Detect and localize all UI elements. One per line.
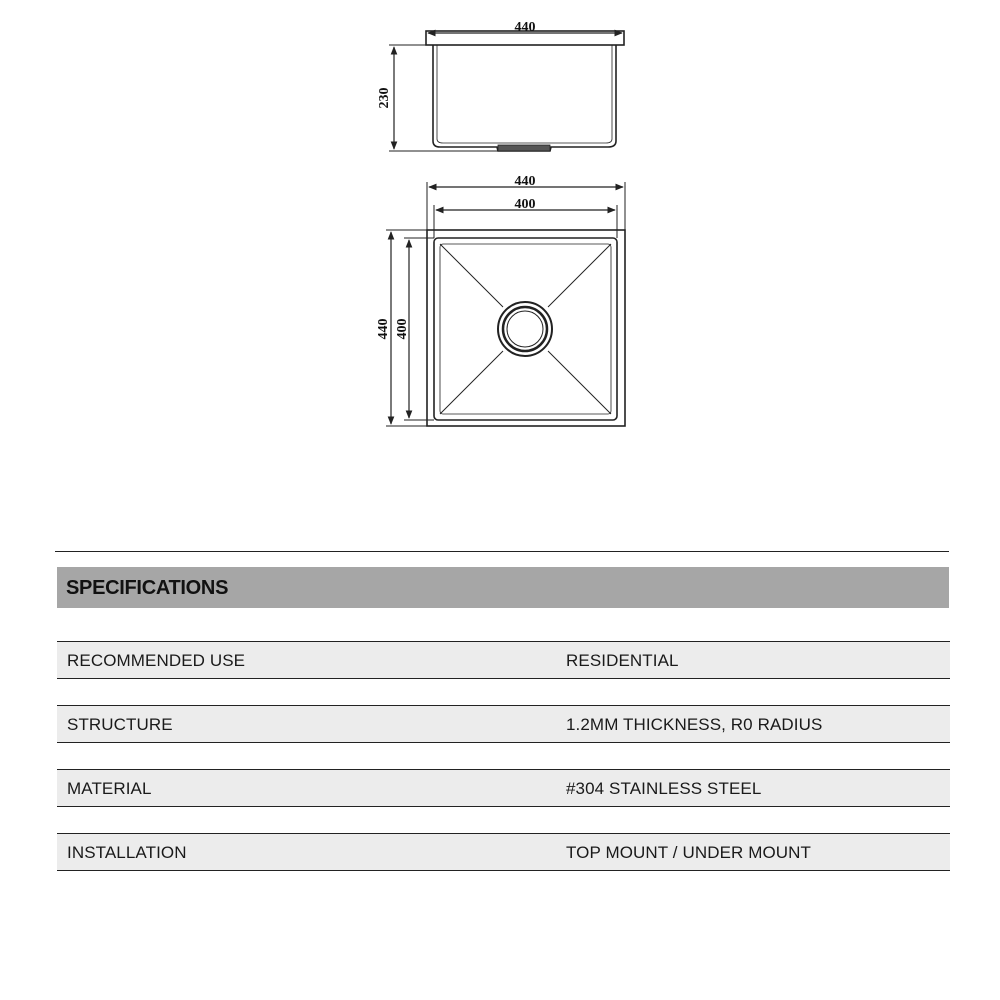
spec-row-material: [57, 769, 950, 807]
side-height-label: 230: [377, 87, 392, 109]
top-inner-height-label: 400: [395, 318, 410, 340]
spec-label: MATERIAL: [67, 779, 152, 798]
spec-row-installation: [57, 833, 950, 871]
side-view: [389, 31, 624, 151]
spec-value: RESIDENTIAL: [566, 651, 679, 670]
specifications-title: SPECIFICATIONS: [66, 577, 229, 599]
spec-row-recommended-use: [57, 641, 950, 679]
spec-label: STRUCTURE: [67, 715, 173, 734]
top-outer-width-label: 440: [514, 174, 536, 189]
spec-label: RECOMMENDED USE: [67, 651, 246, 670]
top-inner-width-label: 400: [514, 197, 536, 212]
section-divider: [55, 551, 949, 552]
top-outer-height-label: 440: [376, 318, 391, 340]
spec-row-structure: [57, 705, 950, 743]
sink-technical-drawing: [0, 0, 1000, 460]
spec-value: 1.2MM THICKNESS, R0 RADIUS: [566, 715, 823, 734]
spec-value: #304 STAINLESS STEEL: [566, 779, 762, 798]
spec-value: TOP MOUNT / UNDER MOUNT: [566, 843, 812, 862]
top-view: [386, 182, 625, 426]
side-width-label: 440: [514, 20, 536, 35]
specifications-header: [57, 567, 949, 608]
spec-label: INSTALLATION: [67, 843, 187, 862]
